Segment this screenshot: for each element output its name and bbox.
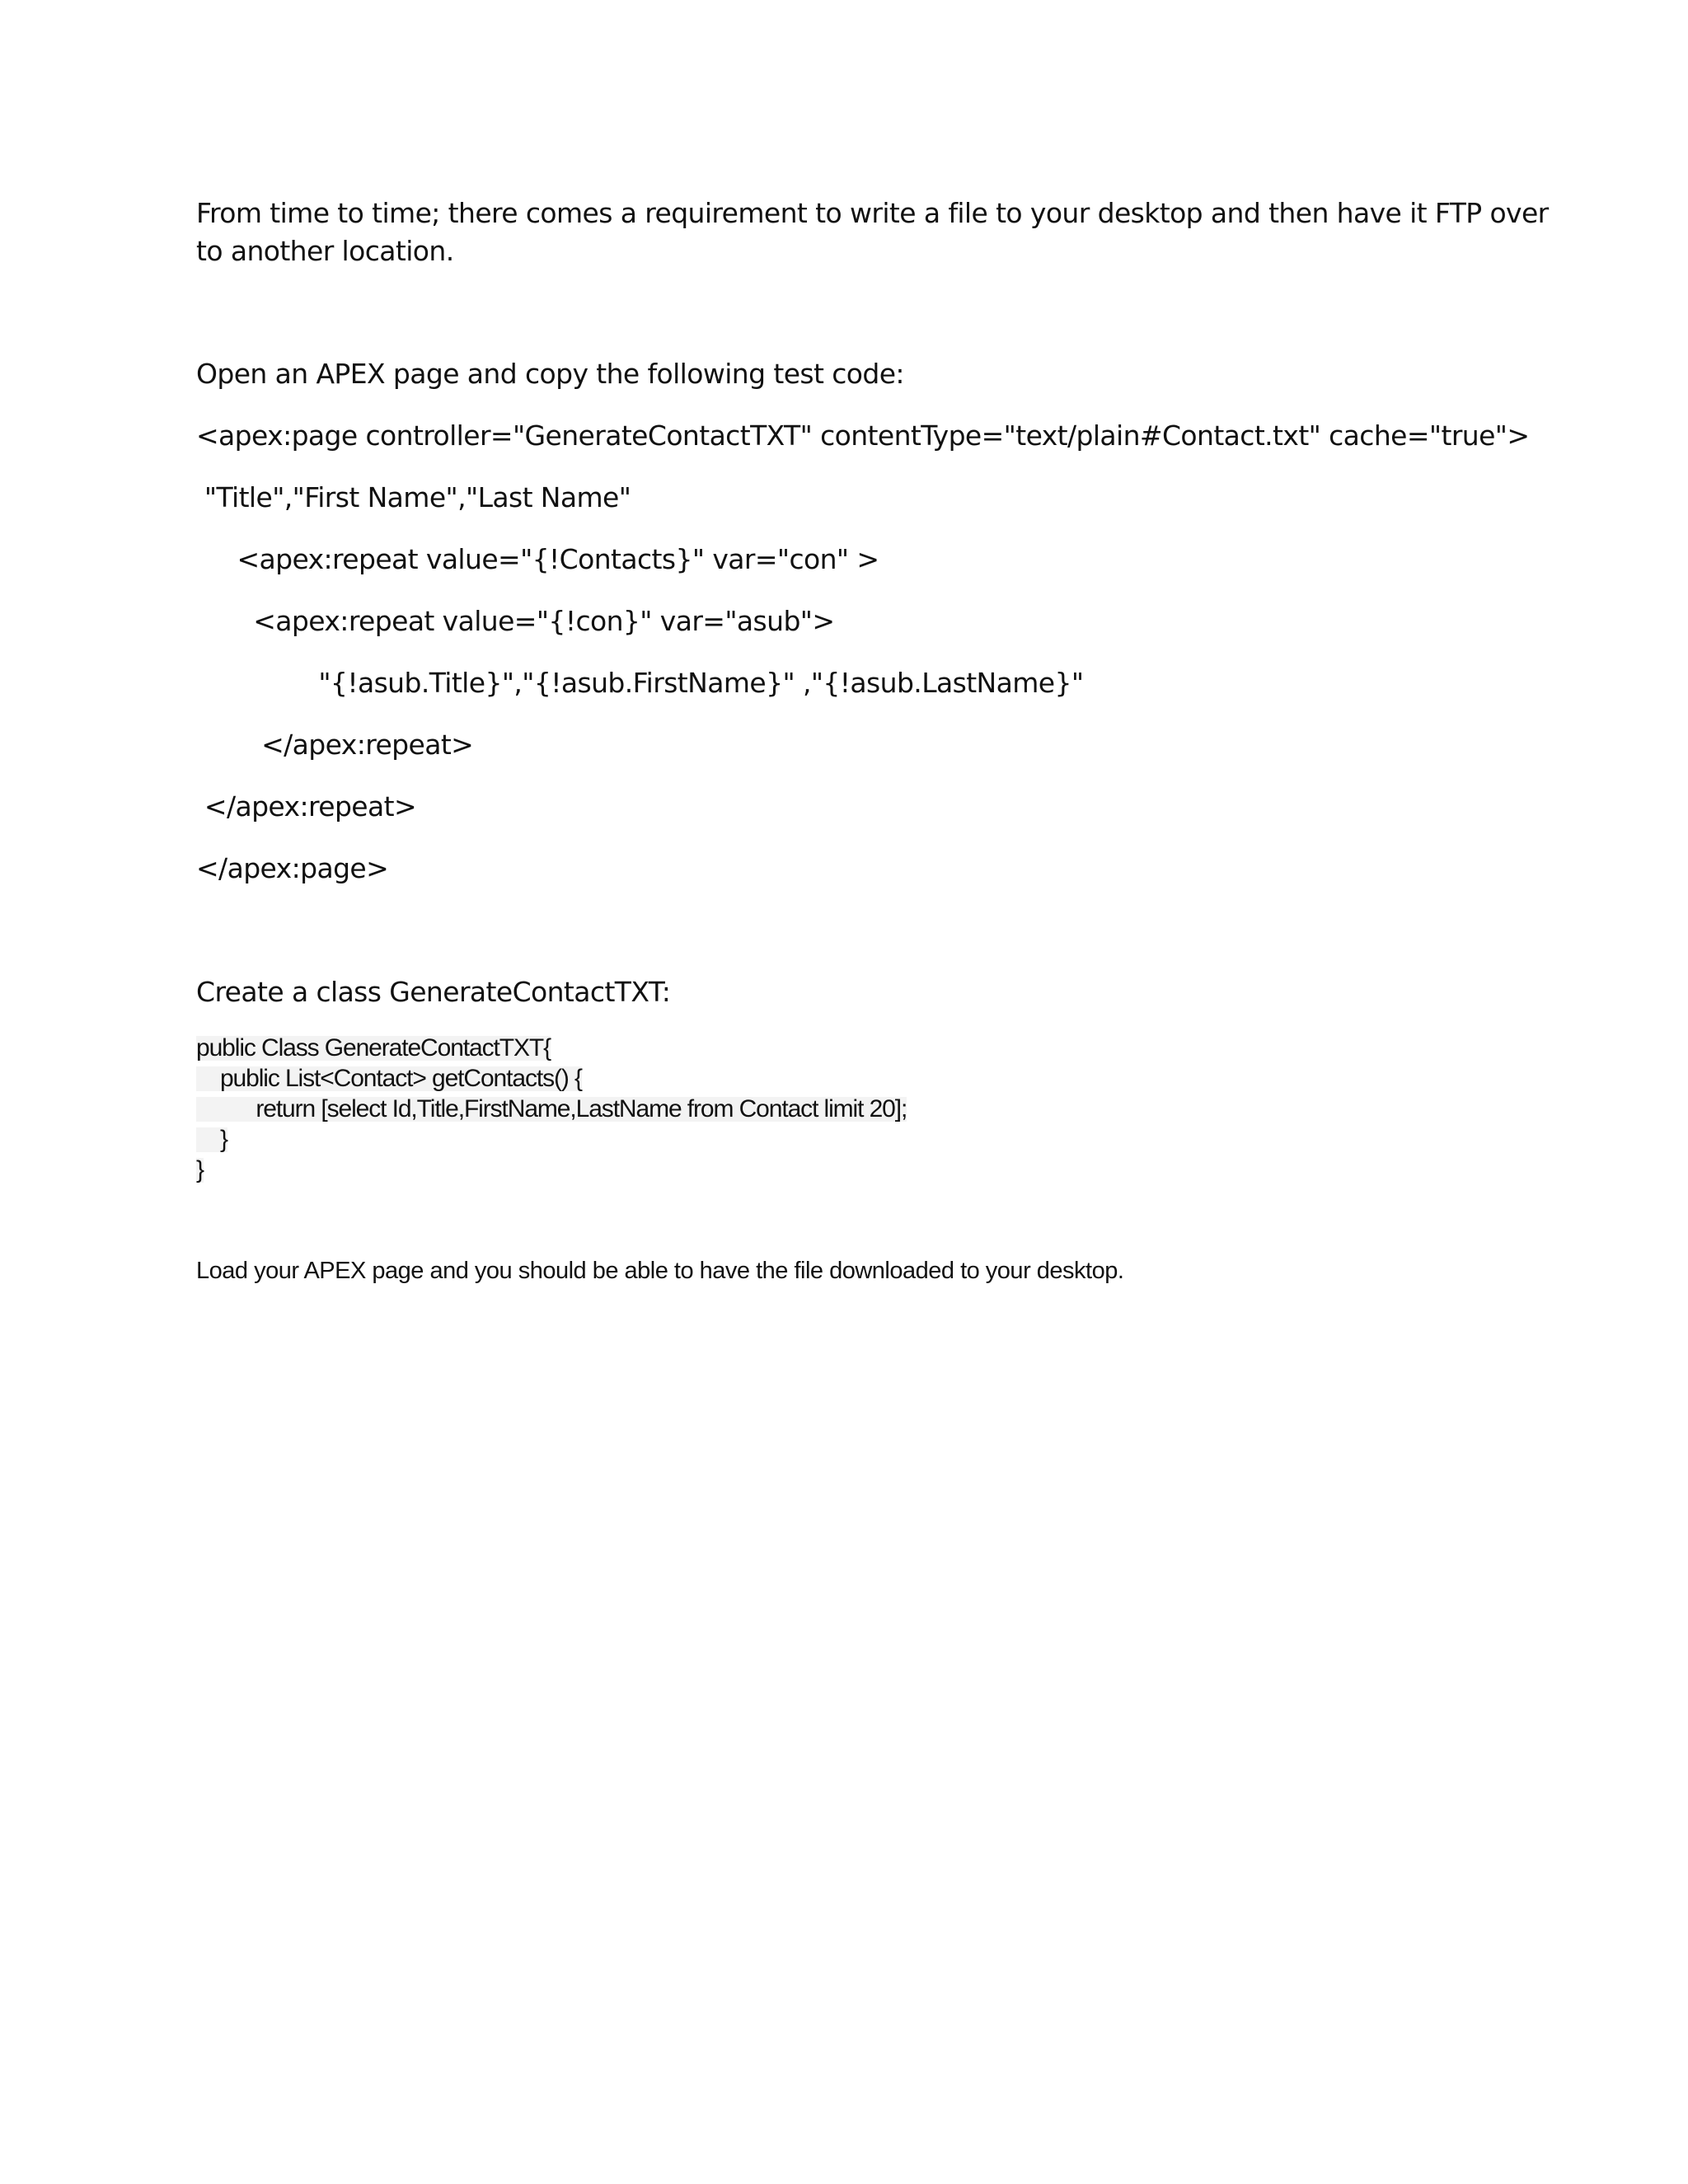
step1-heading: Open an APEX page and copy the following test code: bbox=[196, 358, 904, 390]
intro-line-1: From time to time; there comes a requirement to write a file to your desktop and then have it FTP over bbox=[196, 197, 1549, 229]
apex-code-line-2: public List<Contact> getContacts() { bbox=[196, 1065, 582, 1092]
apex-code-line-1: public Class GenerateContactTXT{ bbox=[196, 1034, 551, 1062]
step2-heading: Create a class GenerateContactTXT: bbox=[196, 976, 671, 1008]
vf-code-line-1: <apex:page controller="GenerateContactTXT" contentType="text/plain#Contact.txt" cache="true"> bbox=[196, 419, 1530, 452]
apex-code-line-3: return [select Id,Title,FirstName,LastName from Contact limit 20]; bbox=[196, 1095, 907, 1122]
vf-code-line-6: </apex:repeat> bbox=[196, 729, 474, 761]
vf-code-line-5: "{!asub.Title}","{!asub.FirstName}" ,"{!asub.LastName}" bbox=[196, 667, 1084, 699]
intro-line-2: to another location. bbox=[196, 235, 454, 267]
apex-code-line-5: } bbox=[196, 1156, 204, 1183]
footer-note: Load your APEX page and you should be able to have the file downloaded to your desktop. bbox=[196, 1258, 1124, 1284]
vf-code-line-4: <apex:repeat value="{!con}" var="asub"> bbox=[196, 605, 835, 637]
apex-code-line-4: } bbox=[196, 1126, 227, 1153]
vf-code-line-7: </apex:repeat> bbox=[196, 790, 417, 823]
vf-code-line-3: <apex:repeat value="{!Contacts}" var="con" > bbox=[196, 543, 879, 575]
vf-code-line-2: "Title","First Name","Last Name" bbox=[196, 481, 631, 513]
vf-code-line-8: </apex:page> bbox=[196, 852, 389, 884]
